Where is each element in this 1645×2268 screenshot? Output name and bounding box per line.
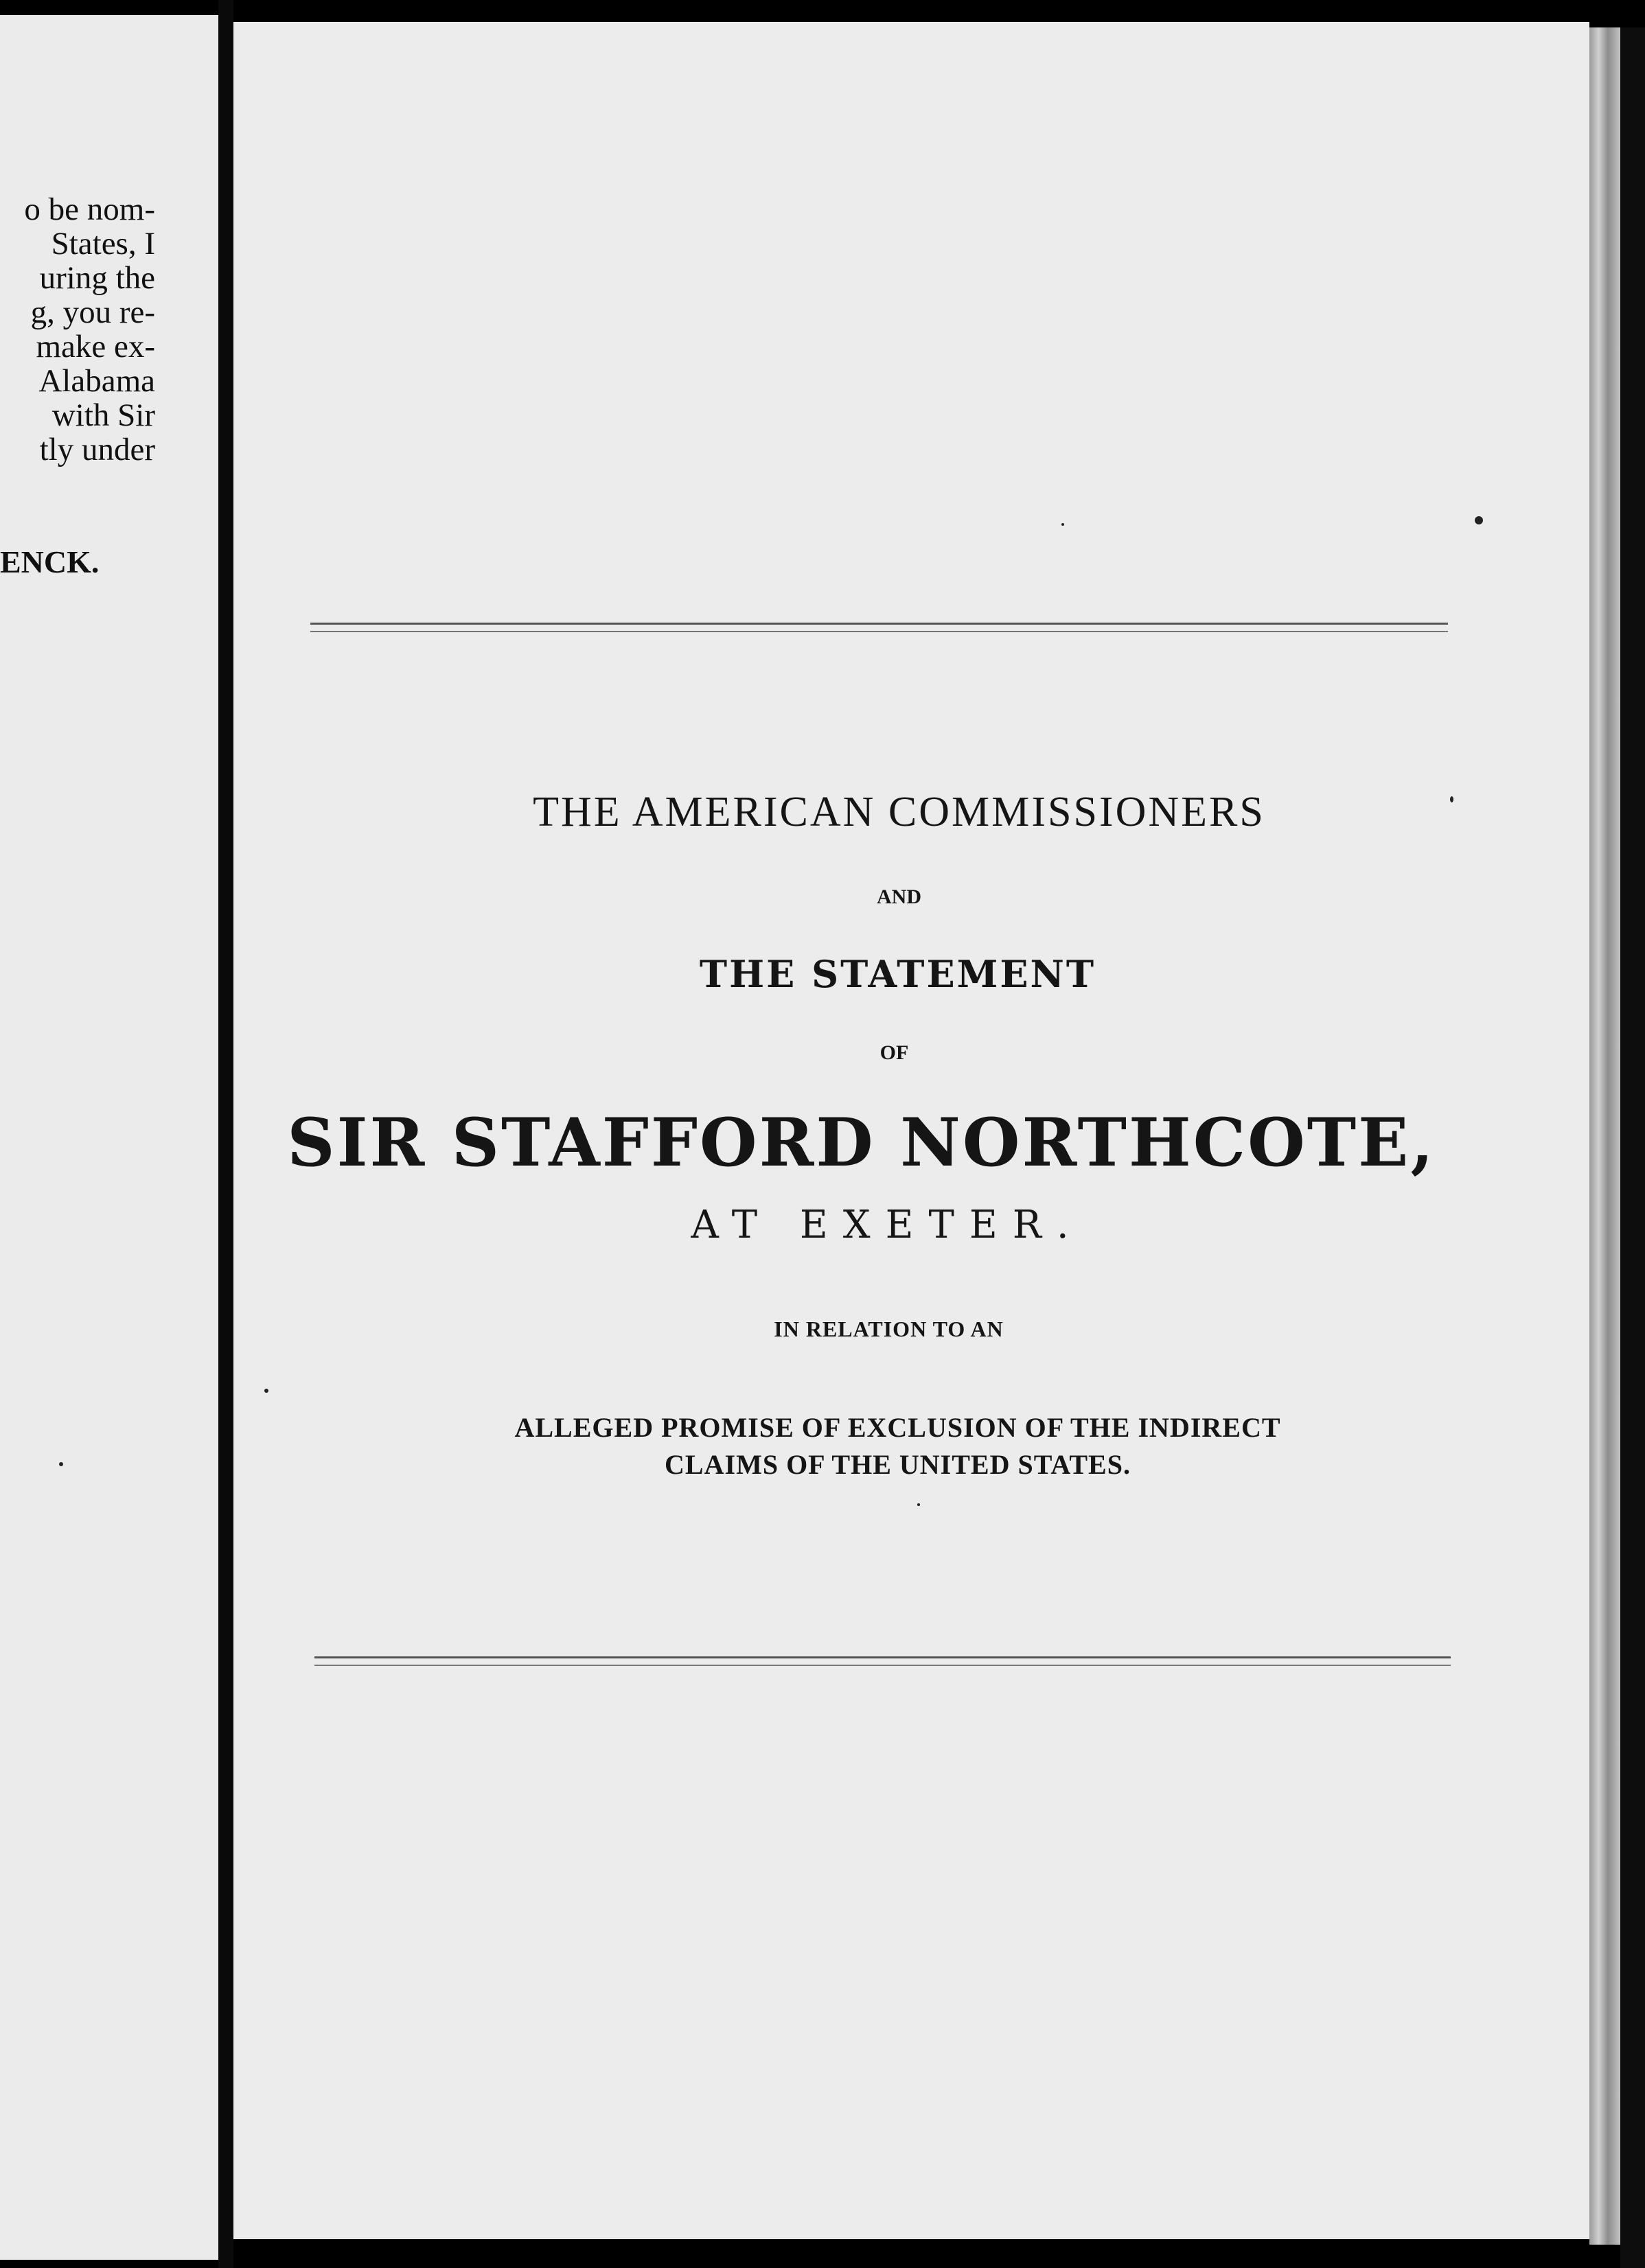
title-line-location: AT EXETER. xyxy=(691,1203,1084,1247)
left-line: g, you re- xyxy=(30,294,155,330)
left-signature: ENCK. xyxy=(0,544,100,579)
top-rule xyxy=(310,623,1448,632)
page-edge-shadow xyxy=(1620,27,1645,2268)
title-line-relation: IN RELATION TO AN xyxy=(774,1317,1004,1341)
left-line: Alabama xyxy=(38,363,155,399)
scan-speck xyxy=(59,1462,63,1466)
title-line-subject xyxy=(220,1409,1576,1483)
title-line-statement: THE STATEMENT xyxy=(699,952,1096,996)
left-line: o be nom- xyxy=(24,192,155,227)
page-edge xyxy=(1589,27,1620,2245)
scan-speck xyxy=(917,1503,920,1506)
left-line: make ex- xyxy=(36,329,155,364)
title-line-and: AND xyxy=(877,886,921,908)
left-line: with Sir xyxy=(51,397,155,433)
subject-line-1: ALLEGED PROMISE OF EXCLUSION OF THE INDIRECT xyxy=(514,1412,1281,1443)
left-line: uring the xyxy=(39,260,155,296)
left-page-text xyxy=(24,192,155,467)
title-line-commissioners: THE AMERICAN COMMISSIONERS xyxy=(533,789,1265,835)
subject-line-2: CLAIMS OF THE UNITED STATES. xyxy=(665,1449,1131,1480)
title-line-name: SIR STAFFORD NORTHCOTE, xyxy=(287,1104,1436,1181)
left-line: tly under xyxy=(39,432,155,467)
title-line-of: OF xyxy=(879,1041,909,1064)
scan-speck xyxy=(1450,796,1453,802)
scan-speck xyxy=(1061,523,1064,526)
scan-speck xyxy=(1475,516,1483,524)
bottom-rule xyxy=(314,1656,1451,1666)
scan-speck xyxy=(264,1389,268,1393)
left-line: States, I xyxy=(51,226,155,262)
